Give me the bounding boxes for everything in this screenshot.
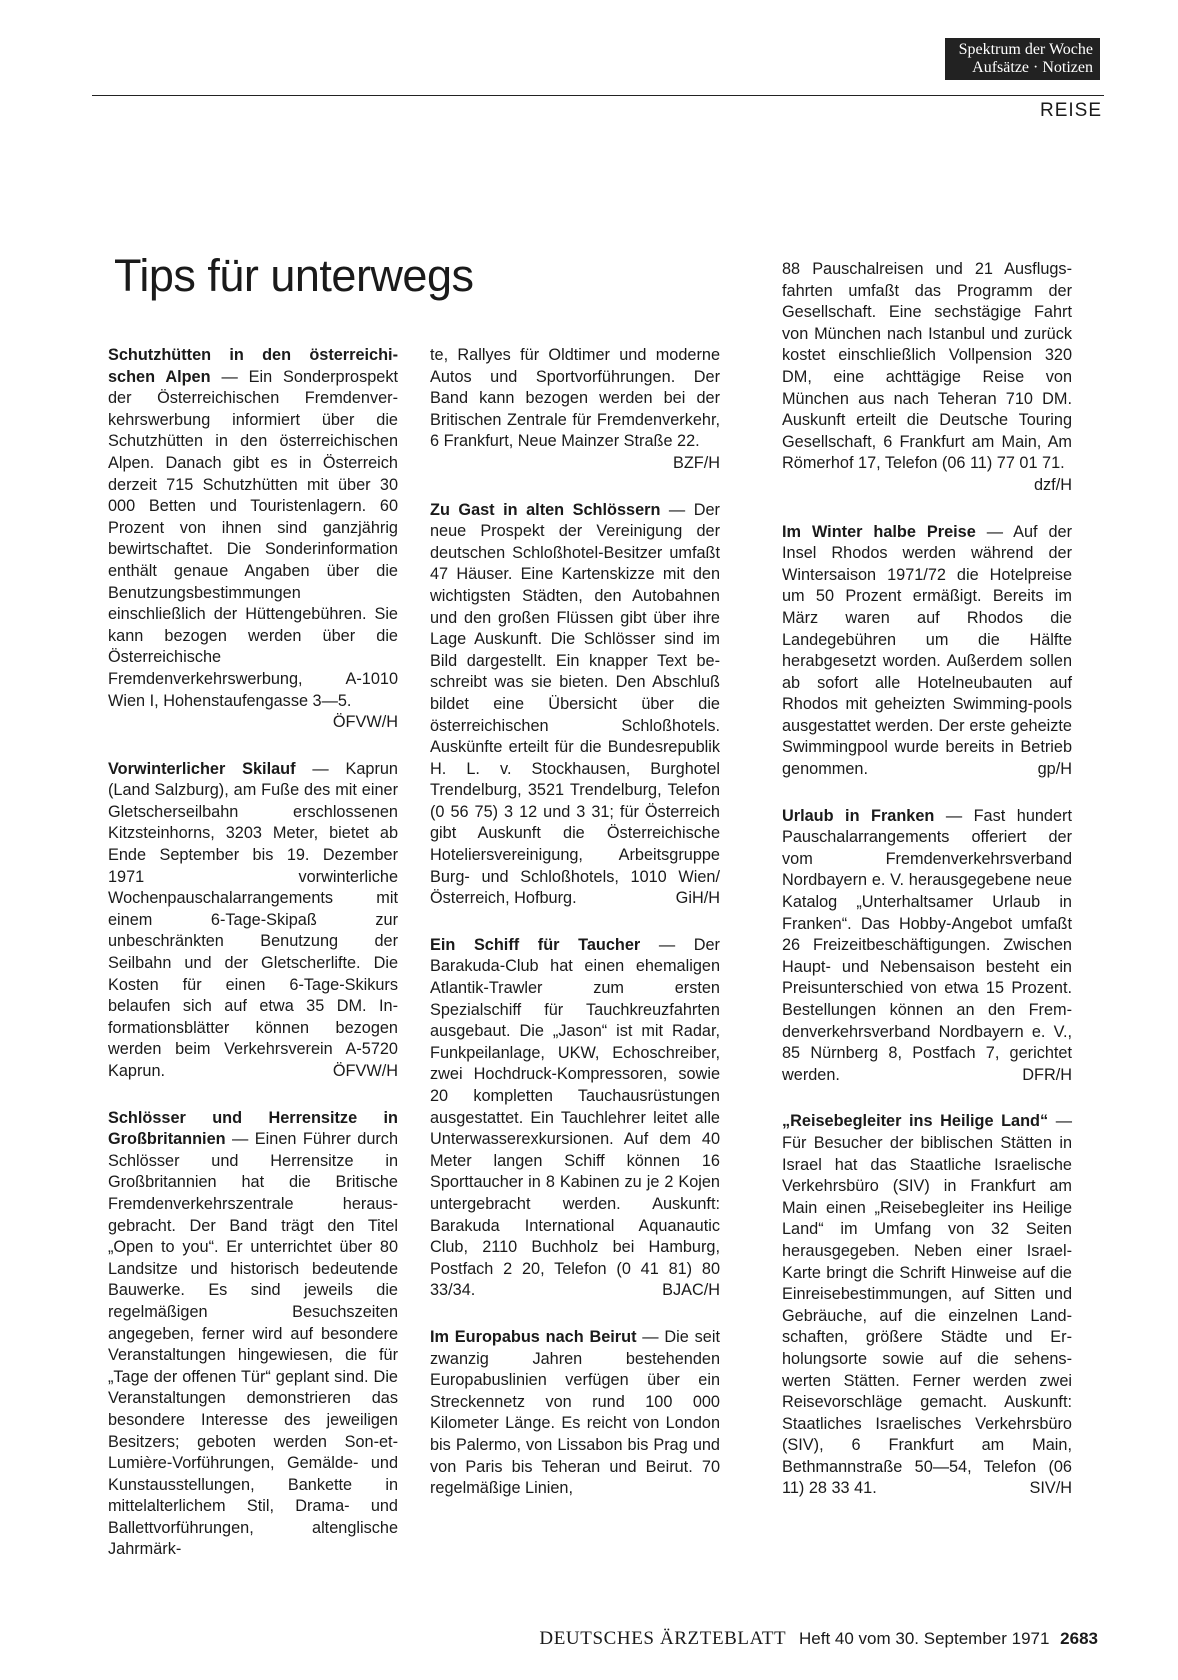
article: „Reisebegleiter ins Heilige Land“ — Für Besucher der biblischen Stätten in Israel hat das Staatliche Israelische Verkehrsbüro (SIV) in Frankfurt am Main einen „Reisebegleiter ins Heilige Land“ im Umfang von 32 Seiten herausgegeben. Neben einer Israel-Karte bringt die Schrift Hinweise auf die Einreisebestimmungen, auf Sitten und Gebräuche, auf die einzelnen Landschaften, größere Städte und Erholungsorte sowie auf die sehenswerten Stätten. Ferner werden zwei Reisevorschläge gemacht. Auskunft: Staatliches Israelisches Verkehrsbüro (SIV), 6 Frankfurt am Main, Bethmannstraße 50—54, Telefon (06 11) 28 33 41. SIV/H xyxy=(782,1111,1072,1500)
journal-name: DEUTSCHES ÄRZTEBLATT xyxy=(539,1628,787,1649)
article-body: Kaprun (Land Salzburg), am Fuße des mit einer Gletscherseilbahn erschlossenen Kitzsteinhorns, 3203 Meter, bietet ab Ende September bis 19. Dezember 1971 vorwinterliche Wochenpauschalarrangements mit einem 6-Tage-Skipaß zur unbeschränkten Benutzung der Seilbahn und der Gletscherlifte. Die Kosten für einen 6-Tage-Skikurs belaufen sich auf etwa 35 DM. Informationsblätter können bezogen werden beim Verkehrsverein A-5720 Kaprun. xyxy=(108,759,398,1080)
section-label: REISE xyxy=(1039,100,1102,121)
article-heading: Schlösser und Herrensitze in Großbritannien xyxy=(108,1108,398,1149)
article-source: gp/H xyxy=(1037,760,1072,779)
article-source: ÖFVW/H xyxy=(332,713,398,732)
section-header-box xyxy=(945,38,1100,80)
article-body: Fast hundert Pauschalarrangements offeriert der vom Fremdenverkehrsverband Nordbayern e. V. herausgegebene neue Katalog „Unterhaltsamer Urlaub in Franken“. Das Hobby-Angebot umfaßt 26 Freizeitbeschäftigungen. Zwischen Haupt- und Nebensaison besteht ein Preisunterschied von etwa 15 Prozent. Bestellungen können an den Fremdenverkehrsverband Nordbayern e. V., 85 Nürnberg 8, Postfach 7, gerichtet werden. xyxy=(782,806,1072,1084)
article: Schutzhütten in den österreichischen Alpen — Ein Sonderprospekt der Österreichischen Fremdenverkehrswerbung informiert über die Schutzhütten in den österreichischen Alpen. Danach gibt es in Österreich derzeit 715 Schutzhütten mit über 30 000 Betten und Touristenlagern. 60 Prozent von ihnen sind ganzjährig bewirtschaftet. Die Sonderinformation enthält genaue Angaben über die Benutzungsbestimmungen einschließlich der Hüttengebühren. Sie kann bezogen werden über die Österreichische Fremdenverkehrswerbung, A-1010 Wien I, Hohenstaufengasse 3—5. ÖFVW/H xyxy=(108,345,398,734)
article-source: SIV/H xyxy=(1029,1479,1072,1498)
issue-info: Heft 40 vom 30. September 1971 xyxy=(799,1629,1050,1648)
article xyxy=(430,345,720,475)
article-body: Einen Führer durch Schlösser und Herrensitze in Großbritannien hat die Britische Fremdenverkehrszentrale herausgebracht. Der Band trägt den Titel „Open to you“. Er unterrichtet über 80 Landsitze und historisch bedeutende Bauwerke. Es sind jeweils die regelmäßigen Besuchszeiten angegeben, ferner wird auf besondere Veranstaltungen hingewiesen, die für „Tage der offenen Tür“ geplant sind. Die Veranstaltungen demonstrieren das besondere Interesse des jeweiligen Besitzers; geboten werden Son-et-Lumière-Vorführungen, Gemälde- und Kunstausstellungen, Bankette in mittelalterlichem Stil, Drama- und Ballettvorführungen, altenglische Jahrmärk- xyxy=(108,1130,398,1559)
page-title: Tips für unterwegs xyxy=(114,250,474,301)
article-body: te, Rallyes für Oldtimer und moderne Autos und Sportvorführungen. Der Band kann bezogen werden bei der Britischen Zentrale für Fremdenverkehr, 6 Frankfurt, Neue Mainzer Straße 22. xyxy=(430,346,720,451)
article-body: Für Besucher der biblischen Stätten in Israel hat das Staatliche Israelische Verkehrsbüro (SIV) in Frankfurt am Main einen „Reisebegleiter ins Heilige Land“ im Umfang von 32 Seiten herausgegeben. Neben einer Israel-Karte bringt die Schrift Hinweise auf die Einreisebestimmungen, auf Sitten und Gebräuche, auf die einzelnen Landschaften, größere Städte und Erholungsorte sowie auf die sehenswerten Stätten. Ferner werden zwei Reisevorschläge gemacht. Auskunft: Staatliches Israelisches Verkehrsbüro (SIV), 6 Frankfurt am Main, Bethmannstraße 50—54, Telefon (06 11) 28 33 41. xyxy=(782,1133,1072,1498)
article: Im Winter halbe Preise — Auf der Insel Rhodos werden während der Wintersaison 1971/72 die Hotelpreise um 50 Prozent ermäßigt. Bereits im März waren auf Rhodos die Landegebühren um die Hälfte herabgesetzt worden. Außerdem sollen ab sofort alle Hotelneubauten auf Rhodos mit geheizten Swimming-pools ausgestattet werden. Der erste geheizte Swimmingpool wurde bereits in Betrieb genommen. gp/H xyxy=(782,522,1072,781)
article-body: Ein Sonderprospekt der Österreichischen Fremdenverkehrswerbung informiert über die Schutzhütten in den österreichischen Alpen. Danach gibt es in Österreich derzeit 715 Schutzhütten mit über 30 000 Betten und Touristenlagern. 60 Prozent von ihnen sind ganzjährig bewirtschaftet. Die Sonderinformation enthält genaue Angaben über die Benutzungsbestimmungen einschließlich der Hüttengebühren. Sie kann bezogen werden über die Österreichische Fremdenverkehrswerbung, A-1010 Wien I, Hohenstaufengasse 3—5. xyxy=(108,367,398,710)
article-heading: Im Europabus nach Beirut xyxy=(430,1327,637,1346)
header-rule xyxy=(92,95,1104,96)
article-heading: „Reisebegleiter ins Heilige Land“ xyxy=(782,1112,1049,1131)
article-body: Der neue Prospekt der Vereinigung der deutschen Schloßhotel-Besitzer umfaßt 47 Häuser. Eine Kartenskizze mit den wichtigsten Städten, den Autobahnen und den großen Flüssen gibt über ihre Lage Auskunft. Die Schlösser sind im Bild dargestellt. Ein knapper Text beschreibt was sie bieten. Den Abschluß bildet eine Übersicht über die österreichischen Schloßhotels. Auskünfte erteilt für die Bundesrepublik H. L. v. Stockhausen, Burghotel Trendelburg, 3521 Trendelburg, Telefon (0 56 75) 3 12 und 3 31; für Österreich gibt Auskunft die Österreichische Hoteliersvereinigung, Arbeitsgruppe Burg- und Schloßhotels, 1010 Wien/Österreich, Hofburg. xyxy=(430,500,720,908)
article: Schlösser und Herrensitze in Großbritannien — Einen Führer durch Schlösser und Herrensitze in Großbritannien hat die Britische Fremdenverkehrszentrale herausgebracht. Der Band trägt den Titel „Open to you“. Er unterrichtet über 80 Landsitze und historisch bedeutende Bauwerke. Es sind jeweils die regelmäßigen Besuchszeiten angegeben, ferner wird auf besondere Veranstaltungen hingewiesen, die für „Tage der offenen Tür“ geplant sind. Die Veranstaltungen demonstrieren das besondere Interesse des jeweiligen Besitzers; geboten werden Son-et-Lumière-Vorführungen, Gemälde- und Kunstausstellungen, Bankette in mittelalterlichem Stil, Drama- und Ballettvorführungen, altenglische Jahrmärk- xyxy=(108,1108,398,1559)
article-body: Auf der Insel Rhodos werden während der Wintersaison 1971/72 die Hotelpreise um 50 Prozent ermäßigt. Bereits im März waren auf Rhodos die Landegebühren um die Hälfte herabgesetzt worden. Außerdem sollen ab sofort alle Hotelneubauten auf Rhodos mit geheizten Swimming-pools ausgestattet werden. Der erste geheizte Swimmingpool wurde bereits in Betrieb genommen. xyxy=(782,522,1073,779)
article-body: Die seit zwanzig Jahren bestehenden Europabuslinien verfügen über ein Streckennetz von rund 100 000 Kilometer Länge. Es reicht von London bis Palermo, von Lissabon bis Prag und von Paris bis Teheran und Beirut. 70 regelmäßige Linien, xyxy=(430,1327,720,1498)
header-line-2: Aufsätze · Notizen xyxy=(972,59,1093,76)
article-heading: Schutzhütten in den österreichischen Alpen xyxy=(108,346,398,386)
article: Urlaub in Franken — Fast hundert Pauschalarrangements offeriert der vom Fremdenverkehrsverband Nordbayern e. V. herausgegebene neue Katalog „Unterhaltsamer Urlaub in Franken“. Das Hobby-Angebot umfaßt 26 Freizeitbeschäftigungen. Zwischen Haupt- und Nebensaison besteht ein Preisunterschied von etwa 15 Prozent. Bestellungen können an den Fremdenverkehrsverband Nordbayern e. V., 85 Nürnberg 8, Postfach 7, gerichtet werden. DFR/H xyxy=(782,806,1072,1087)
article: Ein Schiff für Taucher — Der Barakuda-Club hat einen ehemaligen Atlantik-Trawler zum ersten Spezialschiff für Tauchkreuzfahrten ausgebaut. Die „Jason“ ist mit Radar, Funkpeilanlage, UKW, Echoschreiber, zwei Hochdruck-Kompressoren, sowie 20 kompletten Tauchausrüstungen ausgestattet. Ein Tauchlehrer leitet alle Unterwasserexkursionen. Auf dem 40 Meter langen Schiff können 16 Sporttaucher in 8 Kabinen zu je 2 Kojen untergebracht werden. Auskunft: Barakuda International Aquanautic Club, 2110 Buchholz bei Hamburg, Postfach 2 20, Telefon (0 41 81) 80 33/34. BJAC/H xyxy=(430,935,720,1302)
article: Vorwinterlicher Skilauf — Kaprun (Land Salzburg), am Fuße des mit einer Gletscherseilbahn erschlossenen Kitzsteinhorns, 3203 Meter, bietet ab Ende September bis 19. Dezember 1971 vorwinterliche Wochenpauschalarrangements mit einem 6-Tage-Skipaß zur unbeschränkten Benutzung der Seilbahn und der Gletscherlifte. Die Kosten für einen 6-Tage-Skikurs belaufen sich auf etwa 35 DM. Informationsblätter können bezogen werden beim Verkehrsverein A-5720 Kaprun. ÖFVW/H xyxy=(108,759,398,1083)
column-3 xyxy=(782,259,1072,1525)
page-number: 2683 xyxy=(1060,1629,1098,1648)
header-line-1: Spektrum der Woche xyxy=(958,41,1093,58)
article: Im Europabus nach Beirut — Die seit zwanzig Jahren bestehenden Europabuslinien verfügen über ein Streckennetz von rund 100 000 Kilometer Länge. Es reicht von London bis Palermo, von Lissabon bis Prag und von Paris bis Teheran und Beirut. 70 regelmäßige Linien, xyxy=(430,1327,720,1498)
article-source: dzf/H xyxy=(1033,475,1072,494)
article xyxy=(782,259,1072,497)
footer xyxy=(539,1628,1098,1650)
article-source: BJAC/H xyxy=(662,1281,720,1300)
column-2 xyxy=(430,345,720,1525)
article-body: 88 Pauschalreisen und 21 Ausflugsfahrten umfaßt das Programm der Gesellschaft. Eine sechstägige Fahrt von München nach Istanbul und zurück kostet einschließlich Vollpension 320 DM, eine achttägige Reise von München aus nach Teheran 710 DM. Auskunft erteilt die Deutsche Touring Gesellschaft, 6 Frankfurt am Main, Am Römerhof 17, Telefon (06 11) 77 01 71. xyxy=(782,260,1072,473)
article-source: DFR/H xyxy=(1022,1065,1072,1084)
article-source: GiH/H xyxy=(675,889,720,908)
column-1 xyxy=(108,345,398,1586)
article-body: Der Barakuda-Club hat einen ehemaligen Atlantik-Trawler zum ersten Spezialschiff für Tauchkreuzfahrten ausgebaut. Die „Jason“ ist mit Radar, Funkpeilanlage, UKW, Echoschreiber, zwei Hochdruck-Kompressoren, sowie 20 kompletten Tauchausrüstungen ausgestattet. Ein Tauchlehrer leitet alle Unterwasserexkursionen. Auf dem 40 Meter langen Schiff können 16 Sporttaucher in 8 Kabinen zu je 2 Kojen untergebracht werden. Auskunft: Barakuda International Aquanautic Club, 2110 Buchholz bei Hamburg, Postfach 2 20, Telefon (0 41 81) 80 33/34. xyxy=(430,935,720,1300)
article-heading: Urlaub in Franken xyxy=(782,806,935,825)
article-source: BZF/H xyxy=(672,453,720,472)
article-heading: Im Winter halbe Preise xyxy=(782,522,976,541)
article: Zu Gast in alten Schlössern — Der neue Prospekt der Vereinigung der deutschen Schloßhotel-Besitzer umfaßt 47 Häuser. Eine Kartenskizze mit den wichtigsten Städten, den Autobahnen und den großen Flüssen gibt über ihre Lage Auskunft. Die Schlösser sind im Bild dargestellt. Ein knapper Text beschreibt was sie bieten. Den Abschluß bildet eine Übersicht über die österreichischen Schloßhotels. Auskünfte erteilt für die Bundesrepublik H. L. v. Stockhausen, Burghotel Trendelburg, 3521 Trendelburg, Telefon (0 56 75) 3 12 und 3 31; für Österreich gibt Auskunft die Österreichische Hoteliersvereinigung, Arbeitsgruppe Burg- und Schloßhotels, 1010 Wien/Österreich, Hofburg. GiH/H xyxy=(430,500,720,910)
article-source: ÖFVW/H xyxy=(332,1062,398,1080)
article-heading: Ein Schiff für Taucher xyxy=(430,935,641,954)
article-heading: Vorwinterlicher Skilauf xyxy=(108,759,296,778)
article-heading: Zu Gast in alten Schlössern xyxy=(430,500,661,519)
